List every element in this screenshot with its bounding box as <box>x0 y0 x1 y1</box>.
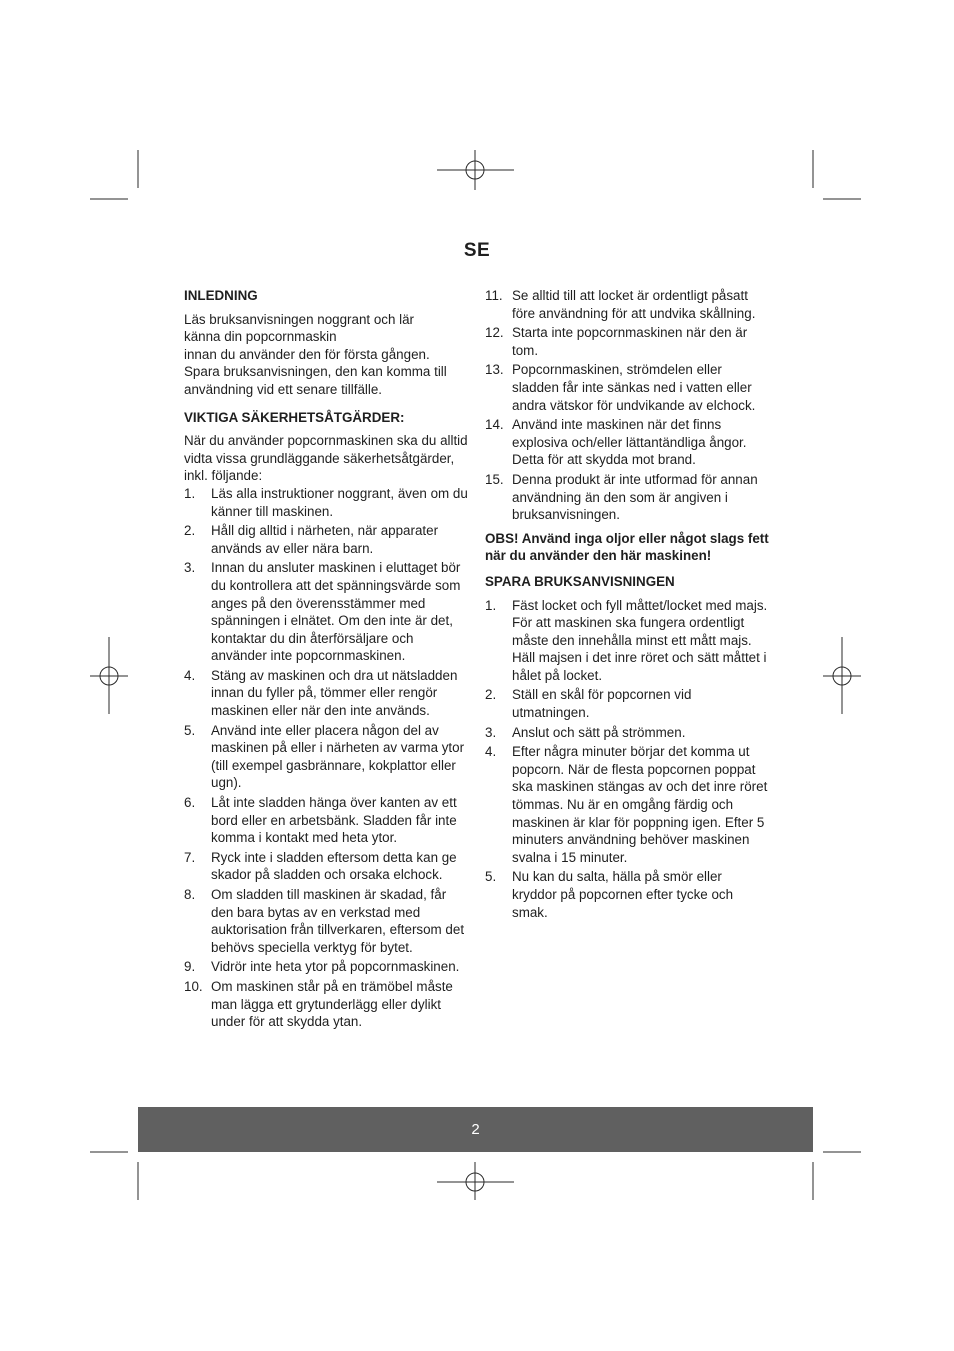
list-item-number: 9. <box>184 959 196 975</box>
list-item <box>184 886 468 956</box>
list-item-text: Denna produkt är inte utformad för annan användning än den som är angiven i bruksanvisningen. <box>512 471 758 523</box>
list-item-number: 7. <box>184 849 196 865</box>
list-item-text: Popcornmaskinen, strömdelen eller sladden får inte sänkas ned i vatten eller andra vätskor för undvikande av elchock. <box>512 362 756 413</box>
intro-paragraph <box>184 311 468 399</box>
list-item-number: 11. <box>485 288 503 303</box>
list-item <box>184 522 468 557</box>
list-item-number: 5. <box>184 722 196 738</box>
registration-target-top <box>437 150 514 190</box>
list-item <box>184 485 468 520</box>
list-item-text: Om sladden till maskinen är skadad, får den bara bytas av en verkstad med auktorisation från tillverkaren, eftersom det behövs speciella verktyg för bytet. <box>211 887 465 955</box>
language-code-heading: SE <box>463 240 491 261</box>
usage-heading: SPARA BRUKSANVISNINGEN <box>485 573 675 589</box>
safety-list-left <box>184 485 468 1031</box>
intro-line: användning vid ett senare tillfälle. <box>184 381 383 397</box>
registration-target-bottom <box>437 1162 514 1200</box>
list-item <box>485 361 769 414</box>
list-item <box>184 722 468 792</box>
footer-bar <box>138 1107 813 1152</box>
list-item-text: Använd inte eller placera någon del av maskinen på eller i närheten av varma ytor (till exempel gasbrännare, kokplattor eller ugn). <box>211 722 465 791</box>
list-item-number: 6. <box>184 795 196 811</box>
list-item-number: 3. <box>184 560 196 576</box>
safety-heading: VIKTIGA SÄKERHETSÅTGÄRDER: <box>184 409 405 425</box>
intro-line: innan du använder den för första gången. <box>184 346 430 362</box>
list-item-text: Stäng av maskinen och dra ut nätsladden innan du fyller på, tömmer eller rengör maskinen eller när den inte används. <box>211 667 458 719</box>
list-item-text: Använd inte maskinen när det finns explosiva och/eller lättantändliga ångor. Detta för att skydda mot brand. <box>512 417 747 468</box>
list-item-number: 13. <box>485 362 504 378</box>
list-item <box>184 794 468 847</box>
list-item-text: Fäst locket och fyll måttet/locket med majs. För att maskinen ska fungera ordentligt måste den innehålla minst ett mått majs. Häll majsen i det inre röret och sätt måttet i hålet på locket. <box>512 597 768 683</box>
list-item-number: 8. <box>184 887 196 902</box>
list-item <box>184 849 468 884</box>
list-item <box>485 686 769 721</box>
list-item-number: 3. <box>485 724 497 740</box>
list-item <box>184 958 468 976</box>
left-column <box>184 287 468 1037</box>
registration-target-left <box>90 637 128 714</box>
usage-list <box>485 597 769 922</box>
list-item <box>485 324 769 359</box>
list-item-text: Om maskinen står på en trämöbel måste man lägga ett grytunderlägg eller dylikt under för att skydda ytan. <box>211 978 453 1030</box>
list-item-number: 4. <box>184 667 196 683</box>
list-item-number: 15. <box>485 471 504 487</box>
intro-line: Spara bruksanvisningen, den kan komma till <box>184 364 447 380</box>
list-item-number: 2. <box>184 523 196 539</box>
intro-line: känna din popcornmaskin <box>184 329 337 345</box>
list-item-text: Nu kan du salta, hälla på smör eller kryddor på popcornen efter tycke och smak. <box>512 869 734 920</box>
list-item-text: Se alltid till att locket är ordentligt påsatt före användning för att undvika skållning. <box>512 288 756 321</box>
list-item-text: Efter några minuter börjar det komma ut popcorn. När de flesta popcornen poppat ska maskinen stängas av och det inre röret tömmas. Nu är en omgång färdig och maskinen är klar för poppning igen. Efter 5 minuters användning behöver maskinen svalna i 15 minuter. <box>512 744 768 865</box>
list-item <box>485 597 769 685</box>
list-item-text: Anslut och sätt på strömmen. <box>512 724 686 740</box>
list-item <box>485 416 769 469</box>
safety-intro: När du använder popcornmaskinen ska du alltid vidta vissa grundläggande säkerhetsåtgärder, inkl. följande: <box>184 433 468 484</box>
registration-target-right <box>823 637 861 714</box>
list-item <box>485 743 769 866</box>
list-item-number: 4. <box>485 744 497 760</box>
list-item-text: Innan du ansluter maskinen i eluttaget bör du kontrollera att det spänningsvärde som anges på den överensstämmer med spänningen i elnätet. Om den inte är det, kontaktar du din återförsäljare och använder inte popcornmaskinen. <box>211 560 461 664</box>
list-item-number: 14. <box>485 417 504 433</box>
list-item-text: Låt inte sladden hänga över kanten av ett bord eller en arbetsbänk. Sladden får inte komma i kontakt med heta ytor. <box>211 795 457 846</box>
safety-list-right <box>485 287 769 524</box>
list-item <box>485 287 769 322</box>
list-item <box>485 724 769 742</box>
list-item-text: Ryck inte i sladden eftersom detta kan ge skador på sladden och orsaka elchock. <box>211 849 457 883</box>
intro-heading: INLEDNING <box>184 288 258 303</box>
oil-warning: OBS! Använd inga oljor eller något slags fett när du använder den här maskinen! <box>485 530 769 564</box>
right-column <box>485 287 769 927</box>
list-item <box>184 978 468 1031</box>
list-item <box>485 868 769 921</box>
intro-line: Läs bruksanvisningen noggrant och lär <box>184 311 415 327</box>
list-item-number: 5. <box>485 869 497 885</box>
page-number: 2 <box>471 1121 480 1138</box>
list-item-number: 1. <box>184 485 196 501</box>
list-item-number: 10. <box>184 978 203 994</box>
list-item-text: Vidrör inte heta ytor på popcornmaskinen. <box>211 959 460 975</box>
list-item-text: Ställ en skål för popcornen vid utmatningen. <box>512 687 692 721</box>
list-item-text: Håll dig alltid i närheten, när apparater används av eller nära barn. <box>211 523 439 556</box>
list-item-number: 12. <box>485 325 504 341</box>
list-item-number: 1. <box>485 597 497 613</box>
list-item <box>485 471 769 524</box>
list-item-text: Starta inte popcornmaskinen när den är tom. <box>512 325 748 358</box>
list-item <box>184 667 468 720</box>
list-item <box>184 559 468 665</box>
list-item-text: Läs alla instruktioner noggrant, även om du känner till maskinen. <box>211 485 468 519</box>
list-item-number: 2. <box>485 687 497 703</box>
